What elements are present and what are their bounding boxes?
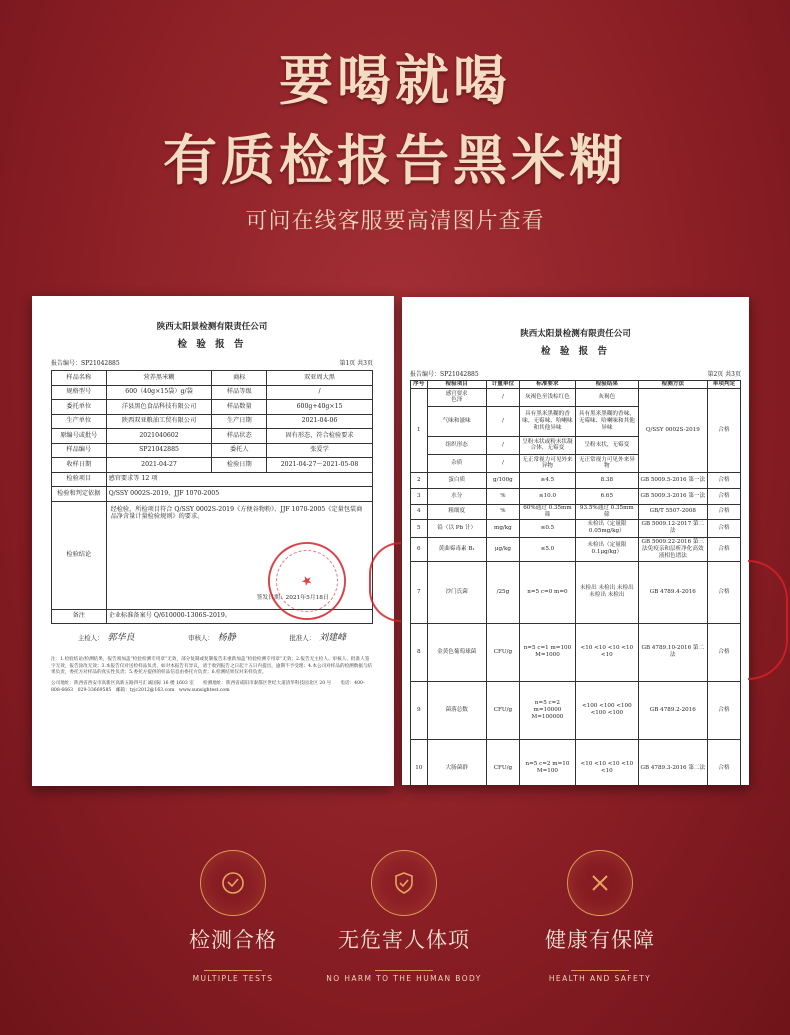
table-row xyxy=(52,443,373,458)
item-cell xyxy=(427,436,486,454)
result-cell: <100 <100 <100 <100 <100 xyxy=(575,681,638,739)
unit-cell: /25g xyxy=(486,561,519,623)
sign-date: 签发日期：2021年5月18日 xyxy=(256,595,329,602)
column-header: 序号 xyxy=(411,381,428,389)
requirement-cell: 灰褐色至浅棕红色 xyxy=(519,388,575,406)
result-cell: 6.65 xyxy=(575,488,638,504)
hero-title-line1: 要喝就喝 xyxy=(279,48,511,112)
hero-title-line2: 有质检报告黑米糊 xyxy=(163,128,627,192)
item-name: 铅（以 Pb 计） xyxy=(427,519,486,537)
report-meta xyxy=(51,358,373,367)
report-page-2 xyxy=(402,297,749,785)
report-company: 陕西太阳景检测有限责任公司 xyxy=(520,329,631,339)
conclusion-label: 检验结论 xyxy=(52,501,107,609)
unit-cell: mg/kg xyxy=(486,519,519,537)
field-label: 收样日期 xyxy=(52,458,107,473)
feature-sublabel: MULTIPLE TESTS xyxy=(192,974,274,983)
verdict-cell: 合格 xyxy=(707,561,740,623)
item-name: 水分 xyxy=(427,488,486,504)
field-value: SP21042885 xyxy=(106,443,212,458)
requirement-cell: n=5 c=1 m=100 M=1000 xyxy=(519,623,575,681)
unit-cell: g/100g xyxy=(486,472,519,488)
row-number: 9 xyxy=(411,681,428,739)
approver-label: 批准人： xyxy=(289,634,316,642)
field-label: 样品名称 xyxy=(52,371,107,386)
sub-item-name: 杂质 xyxy=(451,459,463,466)
report-title: 检 验 报 告 xyxy=(177,339,247,350)
field-label: 委托单位 xyxy=(52,400,107,415)
item-name: 沙门氏菌 xyxy=(427,561,486,623)
item-cell xyxy=(427,388,486,406)
column-header: 检验项目 xyxy=(427,381,486,389)
table-row xyxy=(52,400,373,415)
unit-cell: % xyxy=(486,504,519,519)
result-cell: 93.5%通过 0.35mm 筛 xyxy=(575,504,638,519)
item-name: 蛋白质 xyxy=(427,472,486,488)
feature-sublabel: HEALTH AND SAFETY xyxy=(548,974,652,983)
requirement-cell: ≤10.0 xyxy=(519,488,575,504)
row-number: 2 xyxy=(411,472,428,488)
basis-value: Q/SSY 0002S-2019、JJF 1070-2005 xyxy=(106,487,372,502)
row-number: 5 xyxy=(411,519,428,537)
field-value: 2021-04-06 xyxy=(267,414,373,429)
item-name: 菌落总数 xyxy=(427,681,486,739)
field-value: 2021-04-27 xyxy=(106,458,212,473)
field-value: 洋县黑色食品科技有限公司 xyxy=(106,400,212,415)
verdict-cell: 合格 xyxy=(707,504,740,519)
row-number: 8 xyxy=(411,623,428,681)
table-row xyxy=(52,385,373,400)
unit-cell: CFU/g xyxy=(486,739,519,785)
item-name: 粗细度 xyxy=(427,504,486,519)
field-label: 检验日期 xyxy=(212,458,267,473)
remark-value: 企业标准备案号 Q/610000-1306S-2019。 xyxy=(106,609,372,624)
requirement-cell: ≥4.5 xyxy=(519,472,575,488)
report-page-1 xyxy=(32,296,394,786)
hero-subtitle: 可问在线客服要高清图片查看 xyxy=(245,209,545,234)
report-title: 检 验 报 告 xyxy=(541,346,610,357)
result-cell: 具有黑米黑糊的香味，无霉味、哈喇味和其他异味 xyxy=(575,406,638,436)
table-row xyxy=(52,487,373,502)
method-cell: GB 4789.2-2016 xyxy=(638,681,707,739)
table-row xyxy=(411,681,741,739)
row-number: 1 xyxy=(411,388,428,472)
table-row xyxy=(411,739,741,785)
column-header: 计量单位 xyxy=(486,381,519,389)
divider xyxy=(571,970,629,971)
table-row xyxy=(52,414,373,429)
result-cell: 灰褐色 xyxy=(575,388,638,406)
table-row xyxy=(411,504,741,519)
report-page-number: 第1页 共3页 xyxy=(339,360,373,367)
table-row xyxy=(411,537,741,561)
chief-label: 主检人： xyxy=(77,634,104,642)
field-label: 规格型号 xyxy=(52,385,107,400)
method-cell: GB/T 5507-2008 xyxy=(638,504,707,519)
method-cell: GB 5009.5-2016 第一法 xyxy=(638,472,707,488)
result-cell: 无正常视力可见外来异物 xyxy=(575,454,638,472)
table-row xyxy=(52,458,373,473)
report-page-number: 第2页 共3页 xyxy=(707,371,741,378)
column-header: 单项判定 xyxy=(707,381,740,389)
table-row xyxy=(411,388,741,406)
unit-cell: % xyxy=(486,488,519,504)
seam-stamp-right xyxy=(748,560,788,680)
report-company: 陕西太阳景检测有限责任公司 xyxy=(156,322,268,332)
method-cell: GB 5009.12-2017 第二法 xyxy=(638,519,707,537)
remark-label: 备注 xyxy=(52,609,107,624)
field-value: 2021040602 xyxy=(106,429,212,444)
result-cell: 未检出 未检出 未检出 未检出 未检出 xyxy=(575,561,638,623)
group-label: 感官要求 xyxy=(445,390,468,397)
table-row xyxy=(52,371,373,386)
row-number: 7 xyxy=(411,561,428,623)
unit-cell: / xyxy=(486,454,519,472)
items-value: 感官要求等 12 项 xyxy=(106,472,372,487)
verdict-cell: 合格 xyxy=(707,739,740,785)
requirement-cell: n=5 c=2 m=10000 M=100000 xyxy=(519,681,575,739)
items-label: 检验项目 xyxy=(52,472,107,487)
field-label: 样品数量 xyxy=(212,400,267,415)
conclusion-value: 经检验，所检项目符合 Q/SSY 0002S-2019《方便谷物粉》、JJF 1070-2005《定量包装商品净含量计量检验规则》的要求。 xyxy=(110,505,363,521)
divider xyxy=(375,970,433,971)
field-label: 样品编号 xyxy=(52,443,107,458)
feature-label: 无危害人体项 xyxy=(338,928,470,952)
field-value: / xyxy=(267,385,373,400)
method-cell: GB 4789.4-2016 xyxy=(638,561,707,623)
shield-check-icon xyxy=(371,850,437,916)
requirement-cell: 呈粉末状或粉末状凝合体，无霉变 xyxy=(519,436,575,454)
unit-cell: / xyxy=(486,436,519,454)
field-value: 600g+40g×15 xyxy=(267,400,373,415)
table-row xyxy=(52,472,373,487)
field-label: 样品状态 xyxy=(212,429,267,444)
row-number: 6 xyxy=(411,537,428,561)
results-table xyxy=(410,380,741,785)
field-value: 陕西双亚粮油工贸有限公司 xyxy=(106,414,212,429)
result-cell: 未检出（定量限 0.05mg/kg） xyxy=(575,519,638,537)
requirement-cell: ≤0.5 xyxy=(519,519,575,537)
divider xyxy=(204,970,262,971)
requirement-cell: n=5 c=0 m=0 xyxy=(519,561,575,623)
basis-label: 检验和判定依据 xyxy=(52,487,107,502)
row-number: 3 xyxy=(411,488,428,504)
approver-signature: 刘建峰 xyxy=(319,633,347,643)
field-label: 原编号或批号 xyxy=(52,429,107,444)
feature-label: 检测合格 xyxy=(189,928,277,952)
verdict-cell: 合格 xyxy=(707,623,740,681)
table-row xyxy=(411,623,741,681)
item-name: 黄曲霉毒素 B₁ xyxy=(427,537,486,561)
report-meta xyxy=(410,369,741,378)
table-header-row xyxy=(411,381,741,389)
verdict-cell: 合格 xyxy=(707,681,740,739)
requirement-cell: 无正常视力可见外来异物 xyxy=(519,454,575,472)
signers xyxy=(51,630,373,643)
table-row xyxy=(411,561,741,623)
reviewer-label: 审核人： xyxy=(188,634,214,642)
method-cell: GB 4789.10-2016 第二法 xyxy=(638,623,707,681)
unit-cell: / xyxy=(486,388,519,406)
table-row xyxy=(411,519,741,537)
requirement-cell: 60%通过 0.35mm 筛 xyxy=(519,504,575,519)
check-circle-icon xyxy=(200,850,266,916)
report-notes: 注：1.检验结论/检测结果，报告须加盖“检验检测专用章”无效，部分复制或复制报告未重新加盖“检验检测专用章”无效；2.报告无主检人、审核人、批准人签字无效，报告涂改无效；3.本报告仅对送检样品负责，如对本报告有异议，请于收到报告之日起十五日内提出，逾期不予受理；4.本公司对样品的检测数据与结果负责，委托方对样品的真实性负责；5.委托方提供的样品信息由委托方负责；6.检测结果仅对来样负责。 xyxy=(51,657,373,676)
column-header: 检测方法 xyxy=(638,381,707,389)
unit-cell: CFU/g xyxy=(486,623,519,681)
feature-sublabel: NO HARM TO THE HUMAN BODY xyxy=(326,974,482,983)
verdict-cell: 合格 xyxy=(707,488,740,504)
item-cell xyxy=(427,454,486,472)
row-number: 10 xyxy=(411,739,428,785)
item-name: 金黄色葡萄球菌 xyxy=(427,623,486,681)
report-contact: 公司地址：陕西省西安市高新区高新五路四号汇诚国际 16 楼 1603 室 检测地址：陕西省咸阳市秦都区世纪大道清华科技园北区 20 号 电话：400-808-6663 029-33669585 邮箱：tyjc2012@163.com www.sunsightest.com xyxy=(51,680,365,693)
star-icon: ★ xyxy=(298,571,316,591)
item-cell xyxy=(427,406,486,436)
reviewer-signature: 杨静 xyxy=(217,633,236,643)
field-label: 委托人 xyxy=(212,443,267,458)
column-header: 检验结果 xyxy=(575,381,638,389)
field-value: 600（40g×15袋）g/袋 xyxy=(106,385,212,400)
field-label: 样品等级 xyxy=(212,385,267,400)
cross-mark-icon xyxy=(567,850,633,916)
field-value: 张爱学 xyxy=(267,443,373,458)
sub-item-name: 组织形态 xyxy=(445,441,468,448)
item-name: 大肠菌群 xyxy=(427,739,486,785)
result-cell: 8.38 xyxy=(575,472,638,488)
sub-item-name: 色泽 xyxy=(451,397,463,404)
unit-cell: / xyxy=(486,406,519,436)
method-cell: GB 4789.3-2016 第二法 xyxy=(638,739,707,785)
result-cell: <10 <10 <10 <10 <10 xyxy=(575,623,638,681)
method-cell: Q/SSY 0002S-2019 xyxy=(638,388,707,472)
result-cell: 呈粉末状，无霉变 xyxy=(575,436,638,454)
table-row xyxy=(411,488,741,504)
chief-signature: 郭华良 xyxy=(107,633,135,643)
result-cell: <10 <10 <10 <10 <10 xyxy=(575,739,638,785)
method-cell: GB 5009.3-2016 第一法 xyxy=(638,488,707,504)
report-number: 报告编号：SP21042885 xyxy=(51,360,120,367)
field-label: 生产日期 xyxy=(212,414,267,429)
verdict-cell: 合格 xyxy=(707,519,740,537)
unit-cell: CFU/g xyxy=(486,681,519,739)
result-cell: 未检出（定量限 0.1μg/kg） xyxy=(575,537,638,561)
field-value: 固有形态，符合检验要求 xyxy=(267,429,373,444)
field-label: 商标 xyxy=(212,371,267,386)
verdict-cell: 合格 xyxy=(707,472,740,488)
feature-label: 健康有保障 xyxy=(545,928,655,952)
field-value: 营养黑米糊 xyxy=(106,371,212,386)
verdict-cell: 合格 xyxy=(707,537,740,561)
row-number: 4 xyxy=(411,504,428,519)
table-row xyxy=(411,472,741,488)
field-value: 双亚周大黑 xyxy=(267,371,373,386)
requirement-cell: ≤5.0 xyxy=(519,537,575,561)
unit-cell: μg/kg xyxy=(486,537,519,561)
method-cell: GB 5009.22-2016 第三法免疫亲和层析净化高效液相色谱法 xyxy=(638,537,707,561)
verdict-cell: 合格 xyxy=(707,388,740,472)
requirement-cell: 具有黑米黑糊的香味，无霉味、哈喇味和其他异味 xyxy=(519,406,575,436)
field-value: 2021-04-27～2021-05-08 xyxy=(267,458,373,473)
column-header: 标准要求 xyxy=(519,381,575,389)
table-row xyxy=(52,429,373,444)
sub-item-name: 气味和滋味 xyxy=(442,417,471,424)
requirement-cell: n=5 c=2 m=10 M=100 xyxy=(519,739,575,785)
field-label: 生产单位 xyxy=(52,414,107,429)
report-number: 报告编号：SP21042885 xyxy=(410,371,479,378)
